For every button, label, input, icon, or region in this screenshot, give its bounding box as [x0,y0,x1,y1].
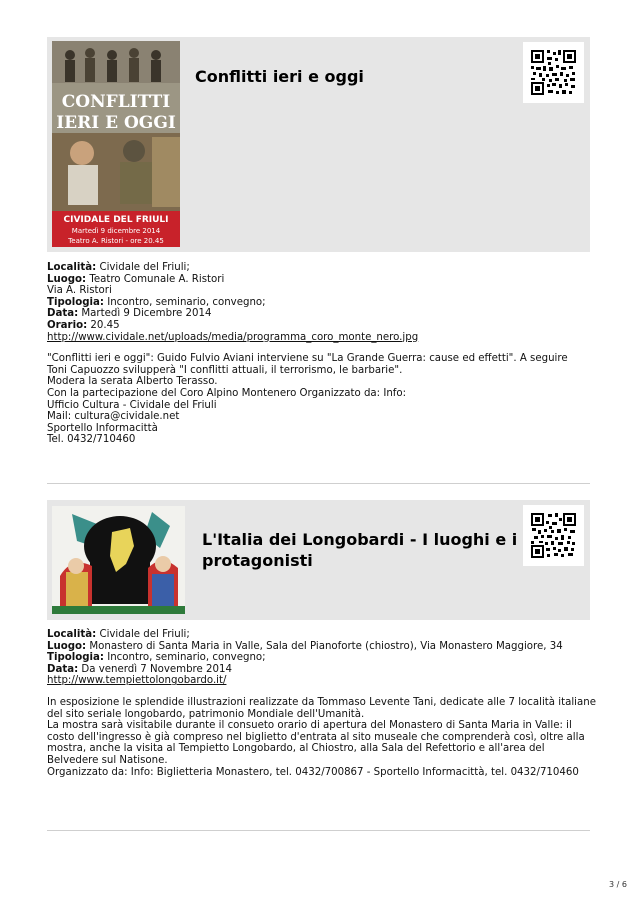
orario-row [47,320,597,332]
event-link[interactable]: http://www.cividale.net/uploads/media/programma_coro_monte_nero.jpg [47,331,419,343]
description-paragraph: Organizzato da: Info: Biglietteria Monastero, tel. 0432/700867 - Sportello Informacittà, tel. 0432/710460 [47,766,579,778]
luogo-label: Luogo: [47,273,87,285]
poster-headline-line2: IERI E OGGI [56,113,176,133]
page-number: 3 / 6 [609,880,627,889]
section-divider [47,830,590,831]
event-poster-image [52,506,185,614]
localita-row [47,629,597,641]
data-row [47,664,597,676]
event-details-conflitti [47,262,597,446]
orario-label: Orario: [47,319,88,331]
description-paragraph: La mostra sarà visitabile durante il consueto orario di apertura del Monastero di Santa Maria in Valle: il costo dell'ingresso è già compreso nel biglietto d'entrata al sito museale che comprenderà così, oltre alla mostra, anche la visita al Tempietto Longobardo, al Chiostro, alla Sala del Refettorio e all'area del Belvedere sul Natisone. [47,720,585,766]
description-line: Con la partecipazione del Coro Alpino Montenero Organizzato da: Info: [47,387,407,399]
qr-code-icon[interactable] [523,505,584,566]
data-row [47,308,597,320]
data-label: Data: [47,663,79,675]
description-line: Modera la serata Alberto Terasso. [47,376,218,388]
data-label: Data: [47,308,79,320]
data-value: Da venerdì 7 Novembre 2014 [78,663,232,675]
poster-banner-line2: Martedì 9 dicembre 2014 [71,227,161,235]
poster-banner-line1: CIVIDALE DEL FRIULI [63,215,169,225]
data-value: Martedì 9 Dicembre 2014 [78,308,212,320]
poster-headline-line1: CONFLITTI [61,92,171,112]
luogo-row [47,274,597,286]
localita-row [47,262,597,274]
address-line: Via A. Ristori [47,285,112,297]
localita-value: Cividale del Friuli; [96,629,190,640]
tipologia-value: Incontro, seminario, convegno; [103,652,266,664]
poster-illustration [52,506,185,614]
localita-label: Località: [47,262,97,273]
tipologia-row [47,297,597,309]
description-line: Tel. 0432/710460 [47,434,136,446]
event-link[interactable]: http://www.tempiettolongobardo.it/ [47,675,227,687]
event-title[interactable]: Conflitti ieri e oggi [195,67,364,86]
localita-label: Località: [47,629,97,640]
luogo-row [47,641,597,653]
luogo-value: Monastero di Santa Maria in Valle, Sala del Pianoforte (chiostro), Via Monastero Maggiore, 34 [86,640,563,652]
event-title[interactable]: L'Italia dei Longobardi - I luoghi e i protagonisti [202,530,518,570]
luogo-label: Luogo: [47,640,87,652]
description-line: Sportello Informacittà [47,422,158,434]
section-divider [47,483,590,484]
tipologia-label: Tipologia: [47,652,104,664]
tipologia-row [47,652,597,664]
localita-value: Cividale del Friuli; [96,262,190,273]
description-line: Ufficio Cultura - Cividale del Friuli [47,399,217,411]
description-line: "Conflitti ieri e oggi": Guido Fulvio Aviani interviene su "La Grande Guerra: cause ed effetti". A seguire [47,353,568,365]
description-line: Mail: cultura@cividale.net [47,411,180,423]
luogo-value: Teatro Comunale A. Ristori [86,273,225,285]
event-card-longobardi [47,500,590,620]
event-poster-image [52,41,180,247]
poster-illustration [52,41,180,247]
tipologia-label: Tipologia: [47,296,104,308]
description-line: Toni Capuozzo svilupperà "I conflitti attuali, il terrorismo, le barbarie". [47,364,403,376]
orario-value: 20.45 [87,319,120,331]
event-card-conflitti [47,37,590,252]
qr-code-icon[interactable] [523,42,584,103]
description-paragraph: In esposizione le splendide illustrazioni realizzate da Tommaso Levente Tani, dedicate alle 7 località italiane del sito seriale longobardo, patrimonio Mondiale dell'Umanità. [47,696,596,720]
poster-banner-line3: Teatro A. Ristori - ore 20.45 [68,237,164,245]
tipologia-value: Incontro, seminario, convegno; [103,296,266,308]
event-details-longobardi [47,629,597,778]
